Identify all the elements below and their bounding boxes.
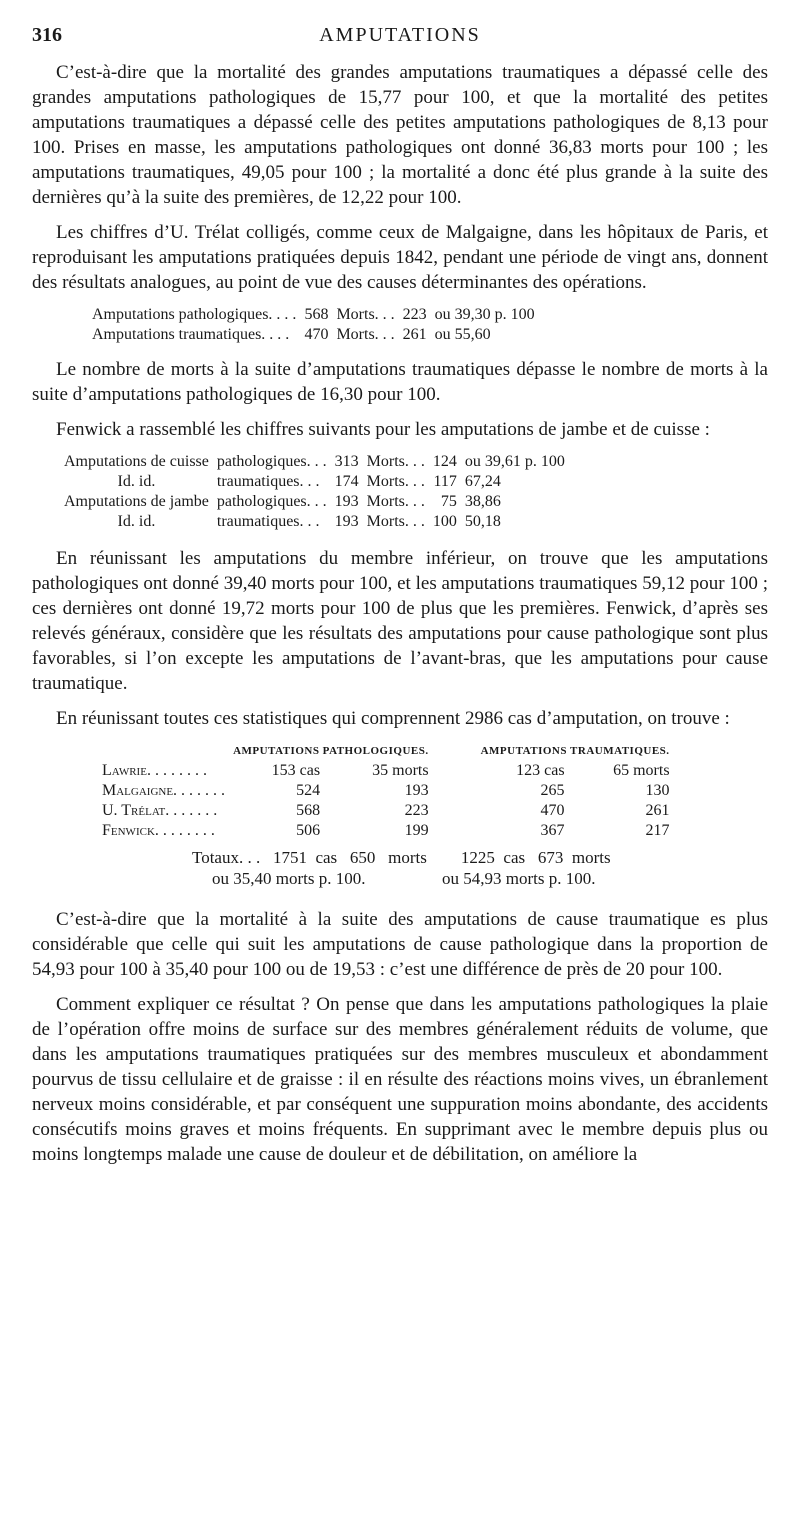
paragraph-4: Fenwick a rassemblé les chiffres suivants pour les amputations de jambe et de cuisse : — [56, 419, 710, 440]
table-cell: traumatiques. . . — [216, 473, 320, 490]
totals-line: Totaux. . . 1751 cas 650 morts 1225 cas 673 morts — [192, 848, 611, 867]
table-cell: ou 39,30 p. 100 — [434, 306, 535, 323]
table-row — [98, 821, 674, 841]
paragraph-2: Les chiffres d’U. Trélat colligés, comme ceux de Malgaigne, dans les hôpitaux de Paris, et reproduisant les amputations pratiquées depuis 1842, pendant une période de vingt ans, donnent des résultats analogues, au point de vue des causes déterminantes des opérations. — [32, 222, 768, 293]
column-header: AMPUTATIONS TRAUMATIQUES. — [480, 745, 670, 757]
table-cell: ou 39,61 p. 100 — [464, 453, 565, 470]
table-cell: ou 55,60 — [434, 326, 491, 343]
fenwick-leg-thigh-table — [60, 452, 569, 532]
table-cell: 568 — [296, 802, 321, 819]
table-cell: 35 morts — [372, 762, 429, 779]
paragraph-1: C’est-à-dire que la mortalité des grandes amputations traumatiques a dépassé celle des grandes amputations pathologiques de 15,77 pour 100, et que la mortalité des petites amputations traumatiques a dépassé celle des petites amputations pathologiques de 8,13 pour 100. Prises en masse, les amputations pathologiques ont donné 36,83 morts pour 100 ; les amputations traumatiques, 49,05 pour 100 ; la mortalité a donc été plus grande à la suite des dernières qu’à la suite des premières, de 12,22 pour 100. — [32, 62, 768, 208]
paragraph-3: Le nombre de morts à la suite d’amputations traumatiques dépasse le nombre de morts à la suite d’amputations pathologiques de 16,30 pour 100. — [32, 359, 768, 405]
table-row — [98, 761, 674, 781]
table-cell: Amputations de jambe — [64, 493, 209, 510]
table-cell: 367 — [540, 822, 565, 839]
table-row — [60, 472, 569, 492]
table-cell: 174 — [334, 473, 359, 490]
table-cell: Morts. . . — [336, 326, 395, 343]
table-cell: Morts. . . — [366, 453, 425, 470]
table-row — [60, 492, 569, 512]
table-row — [98, 781, 674, 801]
table-cell: 217 — [645, 822, 670, 839]
table-cell: Id. id. — [117, 473, 156, 490]
table-cell: Morts. . . — [366, 513, 425, 530]
paragraph-5: En réunissant les amputations du membre inférieur, on trouve que les amputations pathologiques ont donné 39,40 morts pour 100, et les amputations traumatiques 59,12 pour 100 ; ces dernières ont donné 19,72 morts pour 100 de plus que les premières. Fenwick, d’après ses relevés généraux, considère que les résultats des amputations pour cause pathologique sont plus favorables, si l’on excepte les amputations de l’avant-bras, que les amputations pour cause traumatique. — [32, 548, 768, 694]
table-cell: 223 — [402, 306, 427, 323]
table-row — [98, 801, 674, 821]
table-row — [88, 305, 539, 325]
paragraph-7: C’est-à-dire que la mortalité à la suite des amputations de cause traumatique es plus considérable que celle qui suit les amputations de cause pathologique dans la proportion de 54,93 pour 100 à 35,40 pour 100 ou de 19,53 : c’est une différence de près de 20 pour 100. — [32, 909, 768, 980]
table-cell: 524 — [296, 782, 321, 799]
table-row — [88, 325, 539, 345]
table-cell: 506 — [296, 822, 321, 839]
table-cell: pathologiques. . . — [216, 453, 327, 470]
table-cell: Morts. . . — [336, 306, 395, 323]
table-cell: pathologiques. . . — [216, 493, 327, 510]
table-cell: 38,86 — [464, 493, 501, 510]
table-cell: 193 — [404, 782, 429, 799]
table-cell: Amputations traumatiques. . . . — [92, 326, 290, 343]
totals-block — [192, 847, 768, 889]
table-cell: Malgaigne. . . . . . . — [102, 782, 226, 799]
table-cell: 50,18 — [464, 513, 501, 530]
table-cell: 193 — [334, 493, 359, 510]
percent-line: ou 35,40 morts p. 100. ou 54,93 morts p. 100. — [212, 869, 596, 888]
table-cell: 261 — [645, 802, 670, 819]
table-cell: 223 — [404, 802, 429, 819]
table-cell: 100 — [432, 513, 457, 530]
amputation-mortality-table-trelat — [88, 305, 539, 345]
table-header-row — [98, 741, 674, 761]
table-cell: 75 — [440, 493, 457, 510]
table-cell: 130 — [645, 782, 670, 799]
table-cell: Fenwick. . . . . . . . — [102, 822, 215, 839]
table-cell: 313 — [334, 453, 359, 470]
page-number: 316 — [32, 24, 62, 46]
running-title: AMPUTATIONS — [319, 24, 481, 46]
table-row — [60, 512, 569, 532]
table-row — [60, 452, 569, 472]
table-cell: 124 — [432, 453, 457, 470]
table-cell: 568 — [304, 306, 329, 323]
table-cell: 117 — [433, 473, 457, 490]
page-header — [32, 24, 768, 50]
table-cell: 199 — [404, 822, 429, 839]
table-cell: 153 cas — [271, 762, 321, 779]
table-cell: 470 — [540, 802, 565, 819]
table-cell: 470 — [304, 326, 329, 343]
table-cell: Amputations de cuisse — [64, 453, 209, 470]
table-cell: Morts. . . — [366, 493, 425, 510]
table-cell: Lawrie. . . . . . . . — [102, 762, 207, 779]
table-cell: U. Trélat. . . . . . . — [102, 802, 218, 819]
table-cell: 65 morts — [613, 762, 670, 779]
combined-statistics-table — [98, 741, 674, 841]
paragraph-6: En réunissant toutes ces statistiques qui comprennent 2986 cas d’amputation, on trouve : — [56, 708, 730, 729]
table-cell: Morts. . . — [366, 473, 425, 490]
paragraph-8: Comment expliquer ce résultat ? On pense que dans les amputations pathologiques la plaie de l’opération offre moins de surface sur des membres généralement réduits de volume, que dans les amputations traumatiques pratiquées sur des membres musculeux et abondamment pourvus de tissu cellulaire et de graisse : il en résulte des réactions moins vives, un ébranlement nerveux moins considérable, et par conséquent une suppuration moins abondante, des accidents consécutifs moins graves et moins fréquents. En supprimant avec le membre depuis plus ou moins longtemps malade une cause de douleur et de débilitation, on améliore la — [32, 994, 768, 1165]
table-cell: traumatiques. . . — [216, 513, 320, 530]
column-header: AMPUTATIONS PATHOLOGIQUES. — [233, 745, 429, 757]
table-cell: 67,24 — [464, 473, 501, 490]
table-cell: 261 — [402, 326, 427, 343]
page-body — [32, 60, 768, 1177]
table-cell: 265 — [540, 782, 565, 799]
table-cell: Id. id. — [117, 513, 156, 530]
table-cell: Amputations pathologiques. . . . — [92, 306, 297, 323]
table-cell: 123 cas — [516, 762, 565, 779]
table-cell: 193 — [334, 513, 359, 530]
